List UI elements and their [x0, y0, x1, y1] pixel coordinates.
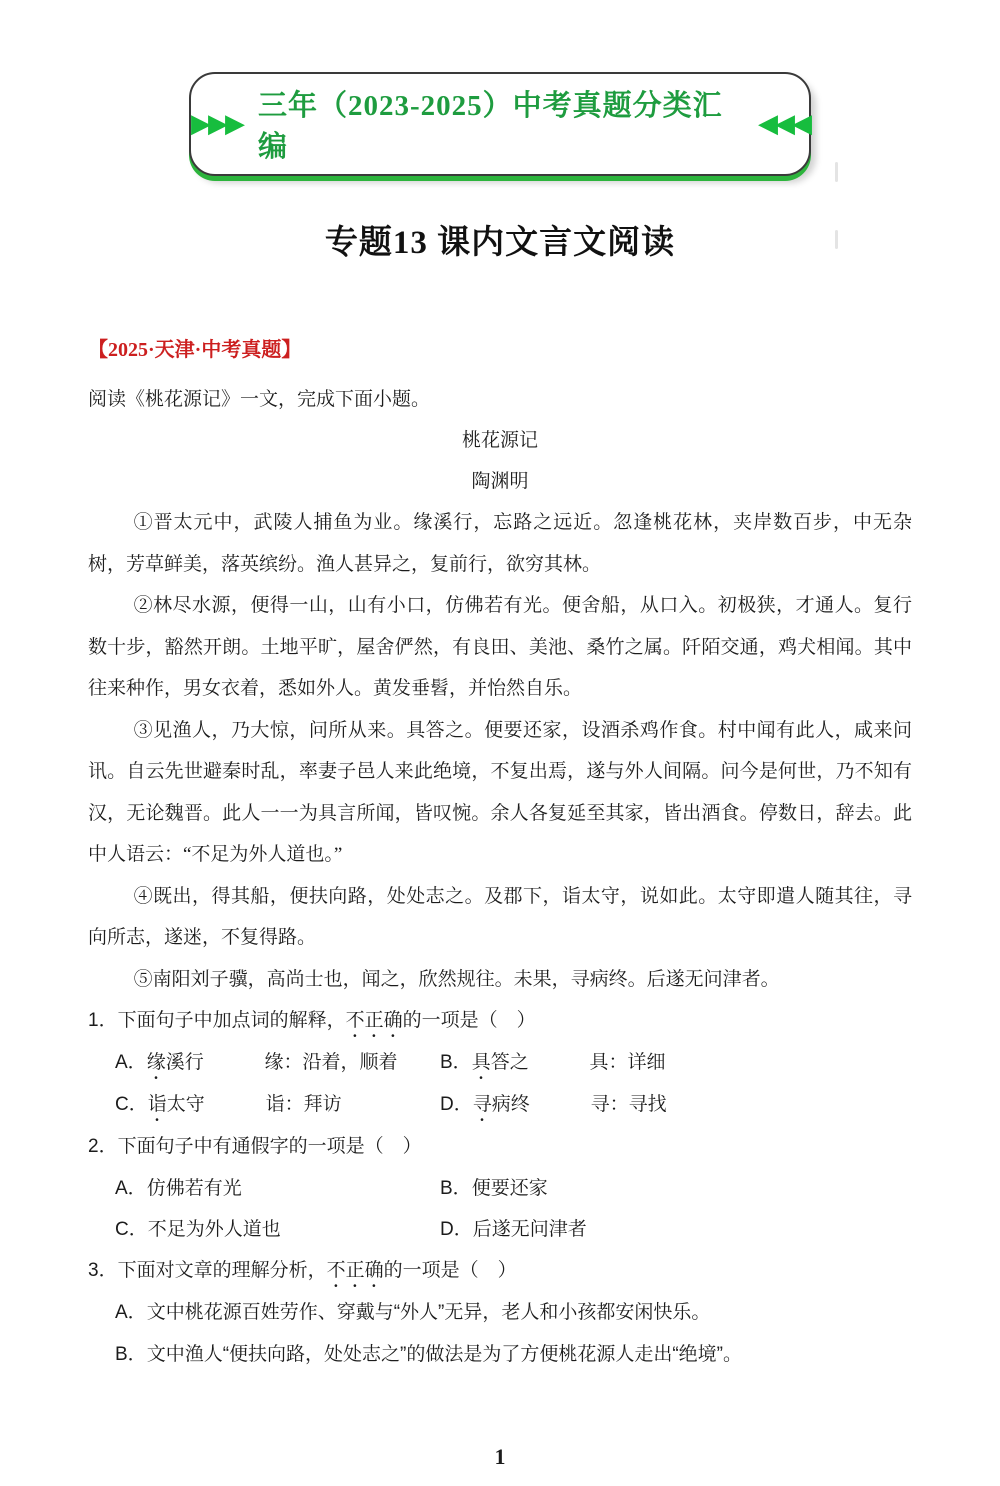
dotted-char: 诣: [147, 1094, 167, 1115]
option-label: A．: [115, 1178, 147, 1199]
option-gloss: 缘：沿着，顺着: [264, 1052, 398, 1073]
question-1-stem-post: 的一项是（ ）: [402, 1010, 536, 1031]
banner-title: 三年（2023-2025）中考真题分类汇编: [258, 90, 723, 163]
option-phrase: 太守: [166, 1094, 205, 1115]
question-1-number: 1．: [88, 1010, 118, 1031]
option-label: C．: [115, 1094, 148, 1115]
question-2: [88, 1126, 912, 1250]
option-1-c: [115, 1084, 440, 1126]
dotted-char: 缘: [146, 1052, 166, 1073]
header-banner: [189, 72, 811, 176]
question-3-stem-emphasis: 不正确: [326, 1260, 384, 1281]
option-1-a: [115, 1042, 440, 1084]
option-2-a: [115, 1168, 440, 1209]
option-label: A．: [115, 1302, 147, 1323]
option-2-c: [115, 1209, 440, 1250]
question-2-options: [88, 1168, 912, 1250]
dotted-char: 具: [471, 1052, 491, 1073]
page-title: 专题13 课内文言文阅读: [324, 225, 676, 261]
option-text: 文中桃花源百姓劳作、穿戴与“外人”无异，老人和小孩都安闲快乐。: [146, 1302, 711, 1323]
option-3-b: [115, 1334, 912, 1376]
banner-left-arrows-icon: ▶▶▶: [191, 109, 242, 139]
passage-title: 桃花源记: [461, 430, 538, 451]
option-2-d: [440, 1209, 912, 1250]
scan-edge-artifact: [835, 162, 838, 182]
option-1-d: [440, 1084, 912, 1126]
question-1-stem-pre: 下面句子中加点词的解释，: [117, 1010, 346, 1031]
option-gloss: 寻：寻找: [590, 1094, 667, 1115]
question-1-options: [88, 1042, 912, 1126]
option-text: 不足为外人道也: [147, 1219, 281, 1240]
question-3: [88, 1250, 912, 1375]
question-3-stem-post: 的一项是（ ）: [383, 1260, 517, 1281]
option-gloss: 具：详细: [589, 1052, 666, 1073]
question-1-stem-emphasis: 不正确: [345, 1010, 403, 1031]
option-phrase: 溪行: [165, 1052, 204, 1073]
dotted-char: 寻: [472, 1094, 492, 1115]
passage-paragraph-4: ④既出，得其船，便扶向路，处处志之。及郡下，诣太守，说如此。太守即遣人随其往，寻向所志，遂迷，不复得路。: [88, 885, 912, 948]
option-phrase: 答之: [490, 1052, 529, 1073]
question-2-number: 2．: [88, 1136, 118, 1157]
option-1-b: [440, 1042, 912, 1084]
option-text: 后遂无问津者: [472, 1219, 587, 1240]
option-2-b: [440, 1168, 912, 1209]
question-2-stem: [88, 1126, 912, 1168]
option-text: 便要还家: [471, 1178, 548, 1199]
page-number: 1: [494, 1444, 506, 1469]
option-label: A．: [115, 1052, 147, 1073]
option-label: B．: [440, 1178, 472, 1199]
passage-paragraph-2: ②林尽水源，便得一山，山有小口，仿佛若有光。便舍船，从口入。初极狭，才通人。复行数十步，豁然开朗。土地平旷，屋舍俨然，有良田、美池、桑竹之属。阡陌交通，鸡犬相闻。其中往来种作，男女衣着，悉如外人。黄发垂髫，并怡然自乐。: [88, 595, 912, 699]
option-label: D．: [440, 1219, 473, 1240]
option-label: B．: [115, 1343, 147, 1365]
question-3-options: [88, 1292, 912, 1375]
option-label: D．: [440, 1094, 473, 1115]
question-1: [88, 1000, 912, 1126]
question-3-number: 3．: [88, 1260, 118, 1281]
option-label: C．: [115, 1219, 148, 1240]
intro-line: 阅读《桃花源记》一文，完成下面小题。: [88, 389, 431, 410]
option-label: B．: [440, 1052, 472, 1073]
exam-source-tag: 【2025·天津·中考真题】: [88, 339, 302, 361]
option-text: 仿佛若有光: [146, 1178, 242, 1199]
option-gloss: 诣：拜访: [265, 1094, 342, 1115]
passage-paragraph-1: ①晋太元中，武陵人捕鱼为业。缘溪行，忘路之远近。忽逢桃花林，夹岸数百步，中无杂树，芳草鲜美，落英缤纷。渔人甚异之，复前行，欲穷其林。: [88, 512, 912, 575]
question-3-stem: [88, 1250, 912, 1292]
question-1-stem: [88, 1000, 912, 1042]
option-phrase: 病终: [491, 1094, 530, 1115]
passage-paragraph-5: ⑤南阳刘子骥，高尚士也，闻之，欣然规往。未果，寻病终。后遂无问津者。: [133, 968, 780, 990]
question-3-stem-pre: 下面对文章的理解分析，: [117, 1260, 327, 1281]
option-text: 文中渔人“便扶向路，处处志之”的做法是为了方便桃花源人走出“绝境”。: [146, 1343, 742, 1365]
question-2-stem-pre: 下面句子中有通假字的一项是（ ）: [117, 1136, 422, 1157]
scan-edge-artifact: [835, 230, 838, 249]
banner-right-arrows-icon: ◀◀◀: [758, 109, 809, 139]
passage-author: 陶渊明: [471, 471, 529, 492]
option-3-a: [115, 1292, 912, 1334]
passage-paragraph-3: ③见渔人，乃大惊，问所从来。具答之。便要还家，设酒杀鸡作食。村中闻有此人，咸来问讯。自云先世避秦时乱，率妻子邑人来此绝境，不复出焉，遂与外人间隔。问今是何世，乃不知有汉，无论魏晋。此人一一为具言所闻，皆叹惋。余人各复延至其家，皆出酒食。停数日，辞去。此中人语云：“不足为外人道也。”: [88, 719, 912, 865]
